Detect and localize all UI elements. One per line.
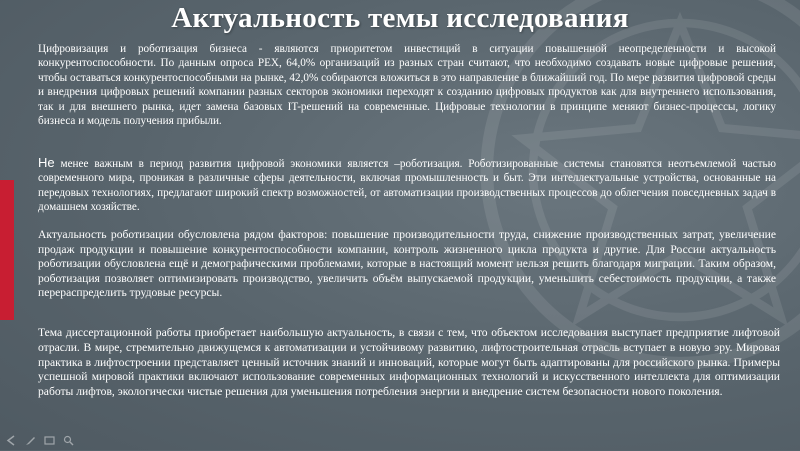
slide-title: Актуальность темы исследования — [171, 2, 629, 34]
paragraph-robotization-relevance: Актуальность роботизации обусловлена рядом факторов: повышение производительности труда, снижение производственных затрат, увеличение продаж продукции и повышение конкурентоспособности компании, контроль жизненного цикла продукта и другие. Для России актуальность роботизации обусловлена ещё и демографическими проблемами, которые в настоящий момент нельзя решить благодаря миграции. Таким образом, роботизация позволяет оптимизировать производство, увеличить объём выпускаемой продукции, уменьшить себестоимость продукции, а также перераспределить трудовые ресурсы. — [38, 228, 776, 300]
paragraph-body: менее важным в период развития цифровой экономики является –роботизация. Роботизированные системы становятся неотъемлемой частью современного мира, проникая в различные сферы деятельности, включая промышленность и быт. Эти интеллектуальные устройства, основанные на передовых технологиях, предлагают широкий спектр возможностей, от автоматизации производственных процессов до облегчения повседневных задач в домашнем хозяйстве. — [38, 158, 776, 214]
paragraph-thesis-relevance: Тема диссертационной работы приобретает наибольшую актуальность, в связи с тем, что объектом исследования выступает предприятие лифтовой отрасли. В мире, стремительно движущемся к автоматизации и устойчивому развитию, лифтостроительная отрасль вступает в новую эру. Мировая практика в лифтостроении представляет ценный источник знаний и инноваций, которые могут быть адаптированы для российского рынка. Примеры успешной мировой практики включают использование современных информационных технологий и искусственного интеллекта для оптимизации работы лифтов, экологически чистые решения для уменьшения потребления энергии и внедрение систем безопасности нового поколения. — [38, 326, 780, 399]
accent-bar — [0, 180, 14, 320]
paragraph-robotization — [38, 156, 776, 215]
slide-nav-toolbar — [6, 433, 74, 444]
pen-icon[interactable] — [25, 433, 36, 444]
paragraph-lead-word: Не — [38, 155, 55, 170]
paragraph-digitalization: Цифровизация и роботизация бизнеса - являются приоритетом инвестиций в ситуации повышенной неопределенности и высокой конкурентоспособности. По данным опроса PEX, 64,0% организаций из разных стран считают, что необходимо создавать новые цифровые решения, чтобы оставаться конкурентоспособными на рынке, 42,0% собираются вложиться в это направление в ближайший год. По мере развития цифровой среды и внедрения цифровых решений компании разных секторов экономики переходят к созданию цифровых продуктов как для внутреннего использования, так и для внешнего рынка, идет замена базовых IT-решений на современные. Цифровые технологии в принципе меняют бизнес-процессы, логику бизнеса и модель получения прибыли. — [38, 43, 776, 128]
slides-icon[interactable] — [44, 433, 55, 444]
zoom-icon[interactable] — [63, 433, 74, 444]
arrow-left-icon[interactable] — [6, 433, 17, 444]
